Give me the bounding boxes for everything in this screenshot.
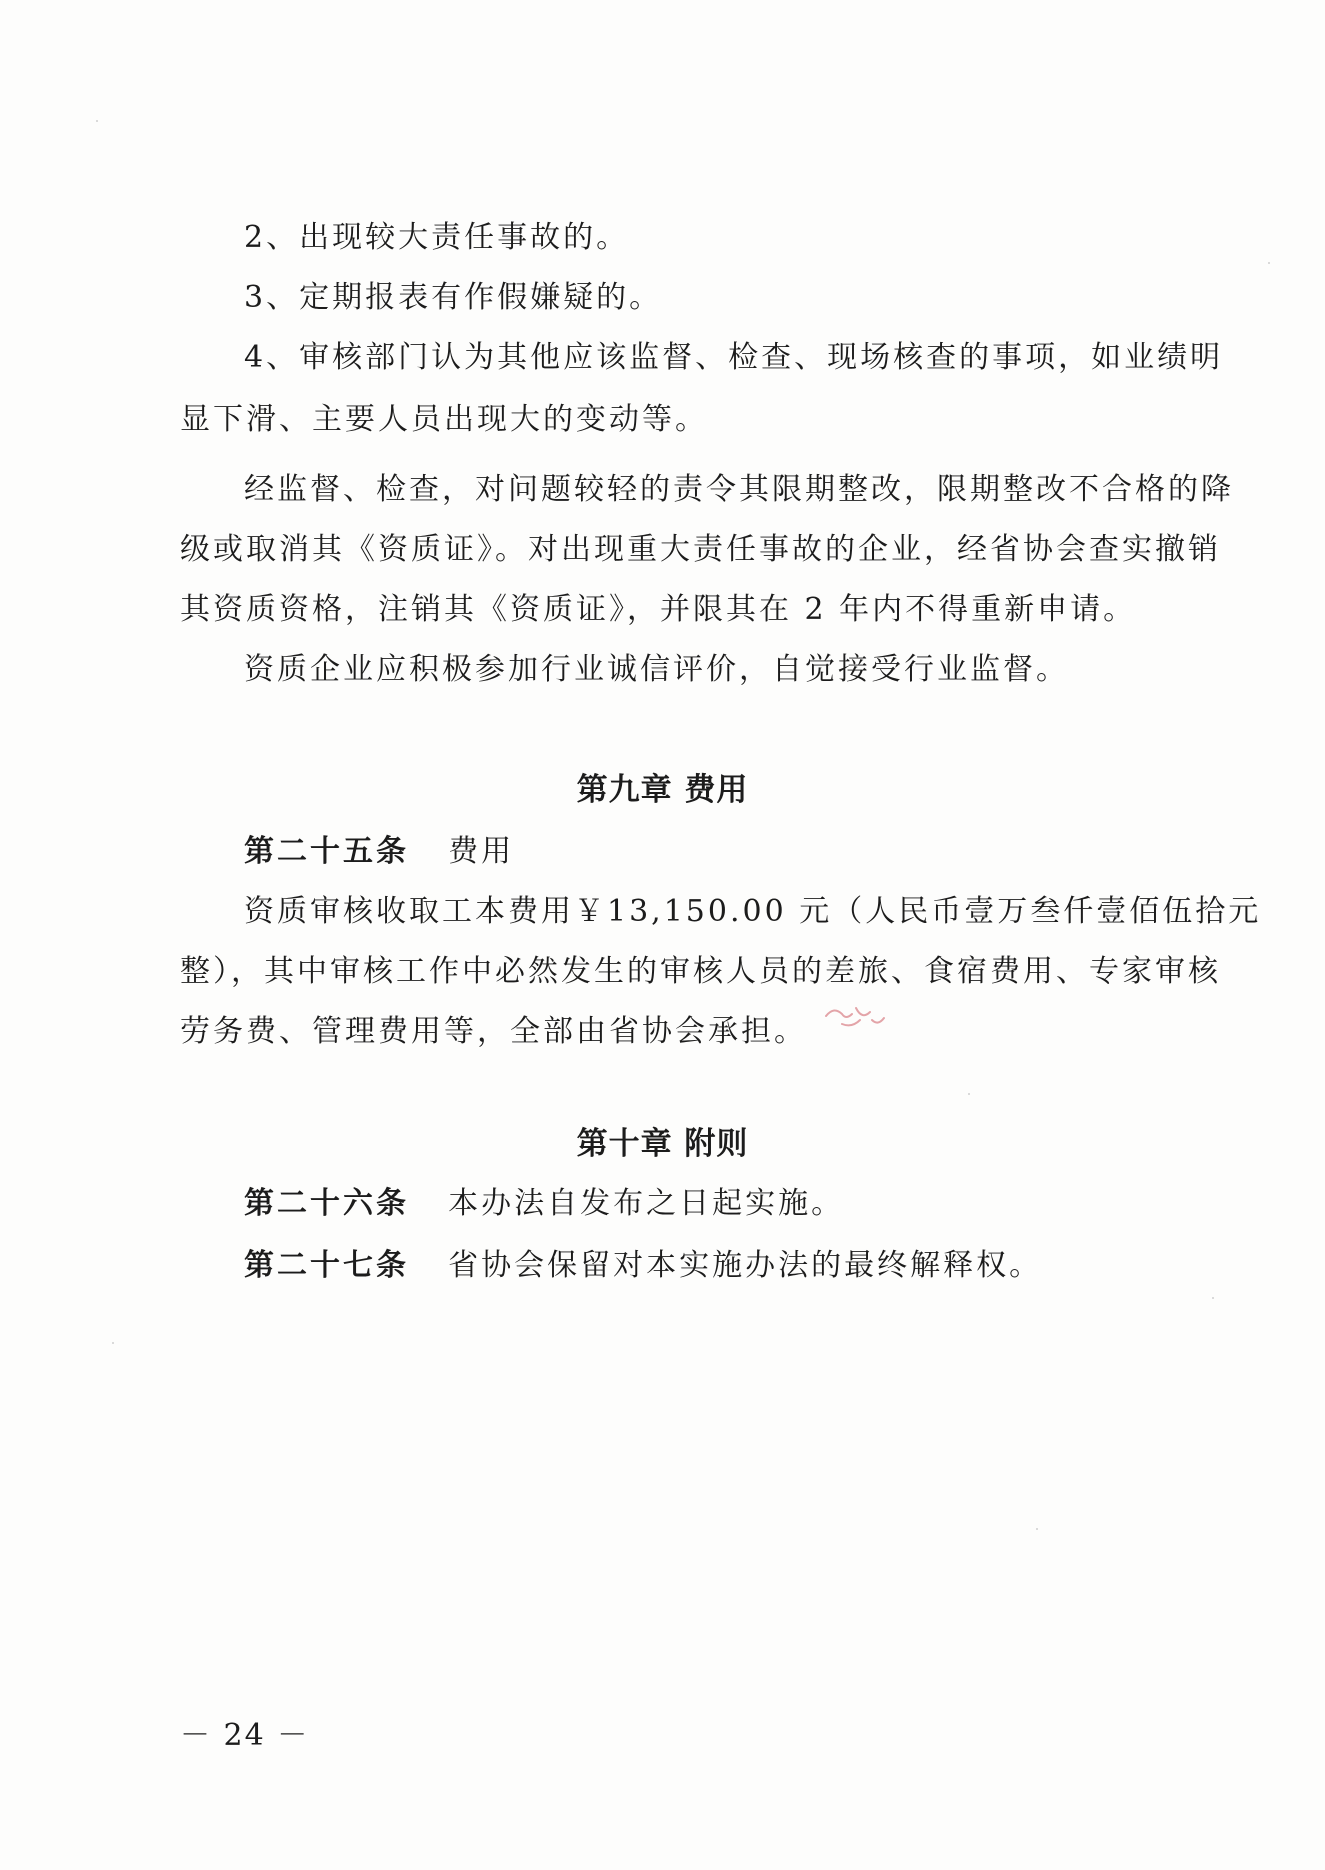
credit-paragraph: 资质企业应积极参加行业诚信评价，自觉接受行业监督。 <box>244 652 1069 687</box>
chapter-10-heading: 第十章 附则 <box>576 1126 749 1162</box>
article-27-label: 第二十七条 <box>244 1248 409 1283</box>
article-25-title: 费用 <box>448 834 515 869</box>
inspection-paragraph-line-1: 经监督、检查，对问题较轻的责令其限期整改，限期整改不合格的降 <box>244 472 1234 507</box>
article-26-label: 第二十六条 <box>244 1186 409 1221</box>
article-27-text: 省协会保留对本实施办法的最终解释权。 <box>448 1248 1043 1283</box>
article-26 <box>244 1184 1224 1224</box>
inspection-paragraph-line-3: 其资质资格，注销其《资质证》，并限其在 2 年内不得重新申请。 <box>180 592 1137 627</box>
article-26-text: 本办法自发布之日起实施。 <box>448 1186 845 1221</box>
scan-speck <box>968 1093 970 1095</box>
fee-paragraph-line-2: 整），其中审核工作中必然发生的审核人员的差旅、食宿费用、专家审核 <box>180 954 1221 989</box>
scan-speck <box>1268 262 1270 264</box>
scan-speck <box>112 1342 114 1344</box>
item-2: 2、出现较大责任事故的。 <box>244 220 630 255</box>
scan-speck <box>1036 1528 1038 1530</box>
item-4-line-2: 显下滑、主要人员出现大的变动等。 <box>180 402 708 437</box>
fee-paragraph-line-3: 劳务费、管理费用等，全部由省协会承担。 <box>180 1014 807 1049</box>
item-3: 3、定期报表有作假嫌疑的。 <box>244 280 663 315</box>
article-25-heading <box>244 832 1224 872</box>
article-25-label: 第二十五条 <box>244 834 409 869</box>
scan-speck <box>96 120 98 122</box>
inspection-paragraph-line-2: 级或取消其《资质证》。对出现重大责任事故的企业，经省协会查实撤销 <box>180 532 1221 567</box>
fee-paragraph-line-1: 资质审核收取工本费用￥13,150.00 元（人民币壹万叁仟壹佰伍拾元 <box>244 894 1262 929</box>
article-27 <box>244 1246 1224 1286</box>
scan-speck <box>1212 1297 1214 1299</box>
item-4-line-1: 4、审核部门认为其他应该监督、检查、现场核查的事项，如业绩明 <box>244 340 1224 375</box>
chapter-9-heading: 第九章 费用 <box>576 772 749 808</box>
red-stamp-fragment <box>820 998 890 1034</box>
page-number: － 24 － <box>180 1718 310 1753</box>
